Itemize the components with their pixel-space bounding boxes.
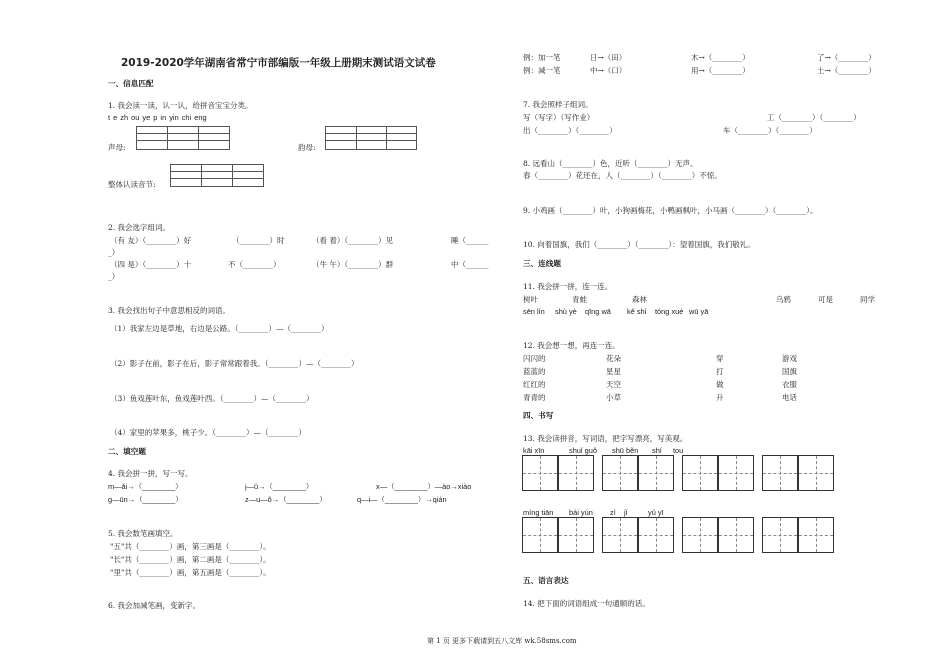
q12-col4-1: 游戏 bbox=[782, 354, 797, 363]
q2-row2-b: 不（________） bbox=[228, 260, 281, 269]
section-heading-3: 三、连线题 bbox=[523, 259, 561, 268]
section-heading-5: 五、语言表达 bbox=[523, 576, 569, 585]
q9-stem: 9. 小鸡画（________）叶，小狗画梅花，小鸭画枫叶，小马画（________）（________）。 bbox=[523, 206, 818, 215]
q2-row2-wrap: _） bbox=[108, 272, 120, 281]
q6-row1-b: 日→（田） bbox=[590, 53, 627, 62]
q13-row2-py-2: bái yún bbox=[569, 508, 593, 517]
q12-col1-3: 红红的 bbox=[523, 380, 546, 389]
section-heading-4: 四、书写 bbox=[523, 411, 554, 420]
q1-letters: t e zh ou ye p in yin chi eng bbox=[108, 113, 207, 122]
q11-pinyin-3: qīng wā bbox=[585, 307, 611, 316]
q4-stem: 4. 我会拼一拼，写一写。 bbox=[108, 469, 193, 478]
q14-stem: 14. 把下面的词语组成一句通顺的话。 bbox=[523, 599, 650, 608]
q11-word-1: 树叶 bbox=[523, 295, 538, 304]
q2-row1-a: （有 友）（________）好 bbox=[110, 236, 192, 245]
q11-pinyin-2: shù yè bbox=[555, 307, 577, 316]
q11-pinyin-4: kě shì bbox=[627, 307, 647, 316]
q4-row1-a: m—ǎi→（________） bbox=[108, 482, 183, 491]
q1-stem: 1. 我会读一读，认一认，给拼音宝宝分类。 bbox=[108, 101, 253, 110]
q5-item-3: "里"共（________）画，第五画是（________）。 bbox=[110, 568, 271, 577]
q12-col4-3: 衣服 bbox=[782, 380, 797, 389]
q13-row1-py-5: tou bbox=[673, 446, 684, 455]
q7-stem: 7. 我会照样子组词。 bbox=[523, 100, 593, 109]
q11-pinyin-5: tóng xué bbox=[655, 307, 684, 316]
q12-col3-2: 打 bbox=[716, 367, 724, 376]
q2-row1-wrap: _） bbox=[108, 248, 120, 257]
q4-row2-a: g—ūn→（________） bbox=[108, 495, 183, 504]
q3-item-2: （2）影子在前，影子在后，影子常常跟着我。（________）—（________） bbox=[110, 359, 359, 368]
q1-shengmu-label: 声母: bbox=[108, 143, 126, 152]
q4-row1-c: x—（________）—ào→xiào bbox=[376, 482, 472, 491]
q11-stem: 11. 我会拼一拼，连一连。 bbox=[523, 282, 613, 291]
q11-word-6: 同学 bbox=[860, 295, 875, 304]
q12-col2-4: 小草 bbox=[606, 393, 621, 402]
q3-item-4: （4）家里的苹果多，桃子少。（________）—（________） bbox=[110, 428, 307, 437]
q13-row2-py-3: zì bbox=[610, 508, 616, 517]
q2-stem: 2. 我会选字组词。 bbox=[108, 223, 171, 232]
q4-row2-c: q—i—（________）→qián bbox=[357, 495, 447, 504]
q13-row2-py-1: míng tiān bbox=[523, 508, 554, 517]
q11-word-5: 可是 bbox=[818, 295, 833, 304]
q13-row1-py-1: kāi xīn bbox=[523, 446, 545, 455]
q11-word-4: 乌鸦 bbox=[776, 295, 791, 304]
q5-stem: 5. 我会数笔画填空。 bbox=[108, 529, 178, 538]
q12-col1-4: 青青的 bbox=[523, 393, 546, 402]
q2-row2-d: 中（______ bbox=[451, 260, 489, 269]
q12-stem: 12. 我会想一想，再连一连。 bbox=[523, 341, 620, 350]
q11-word-3: 森林 bbox=[632, 295, 647, 304]
q13-row2-py-4: jǐ bbox=[624, 508, 628, 517]
q12-col1-1: 闪闪的 bbox=[523, 354, 546, 363]
q3-item-1: （1）我家左边是草地，右边是公路。（________）—（________） bbox=[110, 324, 329, 333]
q1-zhengti-grid[interactable] bbox=[170, 164, 264, 187]
q5-item-1: "五"共（________）画，第三画是（________）。 bbox=[110, 542, 271, 551]
q6-stem: 6. 我会加减笔画，变新字。 bbox=[108, 601, 201, 610]
q13-row2-py-5: yǔ yī bbox=[648, 508, 664, 517]
q12-col3-4: 升 bbox=[716, 393, 724, 402]
section-heading-2: 二、填空题 bbox=[108, 447, 146, 456]
q1-shengmu-grid[interactable] bbox=[136, 126, 230, 150]
q1-zhengti-label: 整体认读音节: bbox=[108, 180, 156, 189]
q6-row2-b: 中→（口） bbox=[590, 66, 627, 75]
q11-pinyin-1: sēn lín bbox=[523, 307, 545, 316]
q12-col4-4: 电话 bbox=[782, 393, 797, 402]
q13-row1-py-4: shí bbox=[652, 446, 662, 455]
q12-col3-1: 穿 bbox=[716, 354, 724, 363]
q2-row2-a: （四 是）（________）十 bbox=[110, 260, 192, 269]
q12-col4-2: 国旗 bbox=[782, 367, 797, 376]
q13-stem: 13. 我会读拼音，写词语，把字写漂亮，写美观。 bbox=[523, 434, 688, 443]
q6-row2-a: 例：减一笔 bbox=[523, 66, 561, 75]
q12-col2-3: 天空 bbox=[606, 380, 621, 389]
q10-stem: 10. 向着国旗，我们（________）（________）：望着国旗，我们敬礼。 bbox=[523, 240, 755, 249]
q7-row2-b: 车（________）（________） bbox=[723, 126, 817, 135]
q13-row1-py-3: shū běn bbox=[612, 446, 639, 455]
q11-word-2: 青蛙 bbox=[572, 295, 587, 304]
q7-row2-a: 出（________）（________） bbox=[523, 126, 617, 135]
q1-yunmu-grid[interactable] bbox=[325, 126, 417, 150]
q7-row1-b: 工（________）（________） bbox=[767, 113, 861, 122]
q6-row1-c: 木→（________） bbox=[691, 53, 750, 62]
q3-item-3: （3）鱼戏莲叶东，鱼戏莲叶西。（________）—（________） bbox=[110, 394, 314, 403]
q1-yunmu-label: 韵母: bbox=[298, 143, 316, 152]
q5-item-2: "长"共（________）画，第二画是（________）。 bbox=[110, 555, 271, 564]
page-title: 2019-2020学年湖南省常宁市部编版一年级上册期末测试语文试卷 bbox=[121, 57, 436, 69]
q6-row1-a: 例：加一笔 bbox=[523, 53, 561, 62]
q2-row2-c: （牛 午）（________）群 bbox=[312, 260, 394, 269]
q12-col1-2: 蓝蓝的 bbox=[523, 367, 546, 376]
q2-row1-c: （看 着）（________）见 bbox=[312, 236, 394, 245]
q12-col2-2: 星星 bbox=[606, 367, 621, 376]
q6-row2-d: 土→（________） bbox=[817, 66, 876, 75]
q4-row2-b: z—u—ǒ→（________） bbox=[245, 495, 327, 504]
q7-row1-a: 写（写字）（写作业） bbox=[523, 113, 595, 122]
q6-row1-d: 了→（________） bbox=[817, 53, 876, 62]
q2-row1-b: （________）时 bbox=[232, 236, 285, 245]
q8-stem: 8. 远看山（________）色，近听（________）无声。 bbox=[523, 159, 698, 168]
q3-stem: 3. 我会找出句子中意思相反的词语。 bbox=[108, 306, 231, 315]
q2-row1-d: 睡（______ bbox=[451, 236, 489, 245]
q4-row1-b: j—ǔ→（________） bbox=[245, 482, 314, 491]
q6-row2-c: 用→（________） bbox=[691, 66, 750, 75]
section-heading-1: 一、信息匹配 bbox=[108, 79, 154, 88]
q8-line2: 春（________）花还在，人（________）（________）不惊。 bbox=[523, 171, 722, 180]
q12-col3-3: 做 bbox=[716, 380, 724, 389]
page-footer: 第 1 页 更多下载请到五八文库 wk.58sms.com bbox=[427, 637, 577, 645]
q13-row1-py-2: shuǐ guǒ bbox=[569, 446, 597, 455]
q12-col2-1: 花朵 bbox=[606, 354, 621, 363]
q11-pinyin-6: wū yā bbox=[689, 307, 709, 316]
